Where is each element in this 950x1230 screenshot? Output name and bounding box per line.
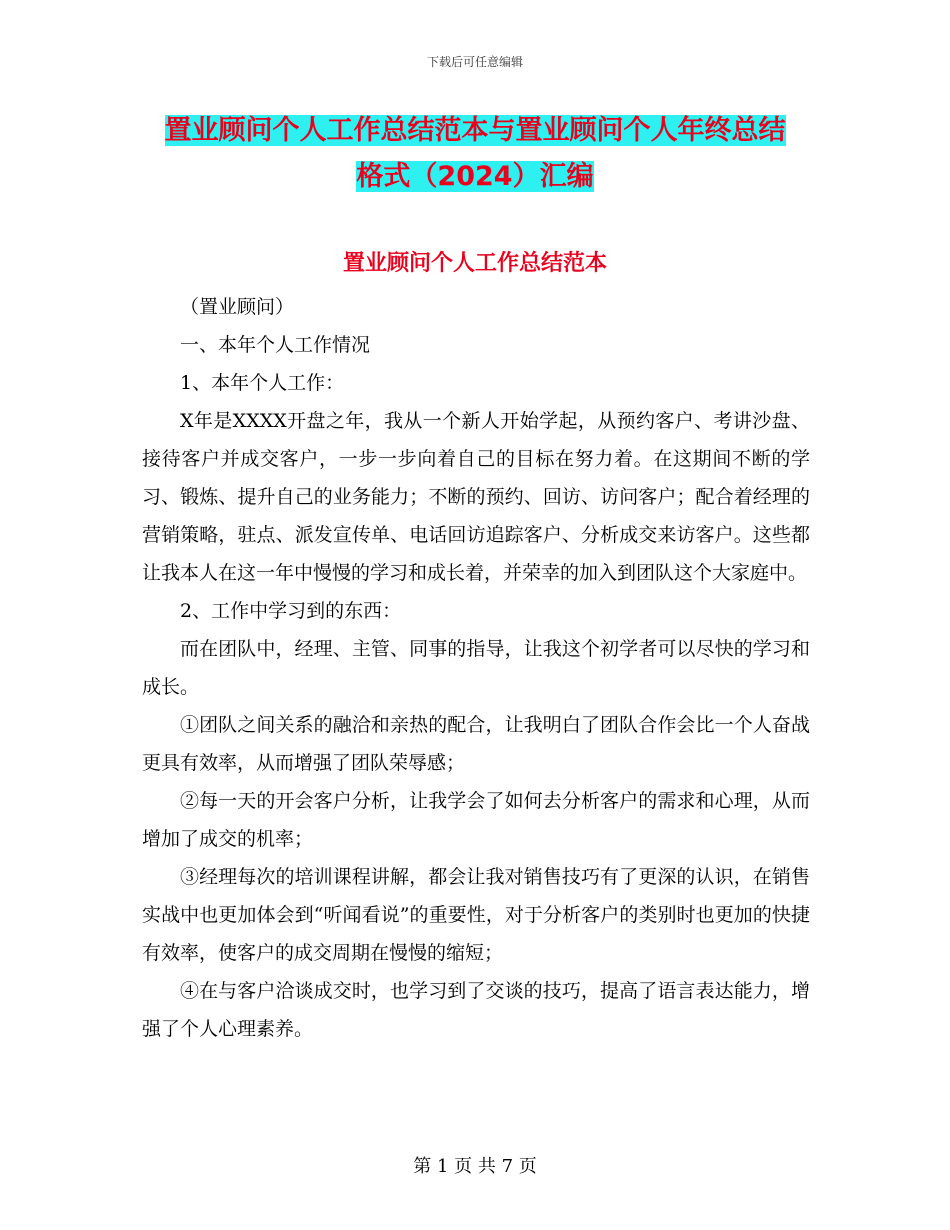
document-title — [60, 108, 890, 200]
paragraph: ①团队之间关系的融洽和亲热的配合，让我明白了团队合作会比一个人奋战更具有效率，从而增强了团队荣辱感； — [142, 714, 810, 774]
section-title: 置业顾问个人工作总结范本 — [342, 251, 607, 276]
header-note: 下载后可任意编辑 — [426, 55, 523, 69]
title-line-1: 置业顾问个人工作总结范本与置业顾问个人年终总结 — [164, 115, 786, 146]
paragraph: X年是XXXX开盘之年，我从一个新人开始学起，从预约客户、考讲沙盘、接待客户并成交客户，一步一步向着自己的目标在努力着。在这期间不断的学习、锻炼、提升自己的业务能力；不断的预约、回访、访问客户；配合着经理的营销策略，驻点、派发宣传单、电话回访追踪客户、分析成交来访客户。这些都让我本人在这一年中慢慢的学习和成长着，并荣幸的加入到团队这个大家庭中。 — [142, 410, 810, 584]
paragraph: （置业顾问） — [180, 296, 295, 318]
paragraph: 而在团队中，经理、主管、同事的指导，让我这个初学者可以尽快的学习和成长。 — [142, 638, 810, 698]
paragraph: 2、工作中学习到的东西： — [180, 600, 402, 622]
paragraph: ②每一天的开会客户分析，让我学会了如何去分析客户的需求和心理，从而增加了成交的机率； — [142, 790, 810, 850]
paragraph: 1、本年个人工作： — [180, 372, 345, 394]
page-footer: 第 1 页 共 7 页 — [413, 1156, 537, 1177]
paragraph: 一、本年个人工作情况 — [180, 334, 371, 356]
document-body — [142, 288, 810, 1048]
paragraph: ③经理每次的培训课程讲解，都会让我对销售技巧有了更深的认识，在销售实战中也更加体会到“听闻看说”的重要性，对于分析客户的类别时也更加的快捷有效率，使客户的成交周期在慢慢的缩短； — [142, 866, 810, 964]
paragraph: ④在与客户洽谈成交时，也学习到了交谈的技巧，提高了语言表达能力，增强了个人心理素养。 — [142, 980, 810, 1040]
title-line-2: 格式（2024）汇编 — [356, 161, 594, 192]
